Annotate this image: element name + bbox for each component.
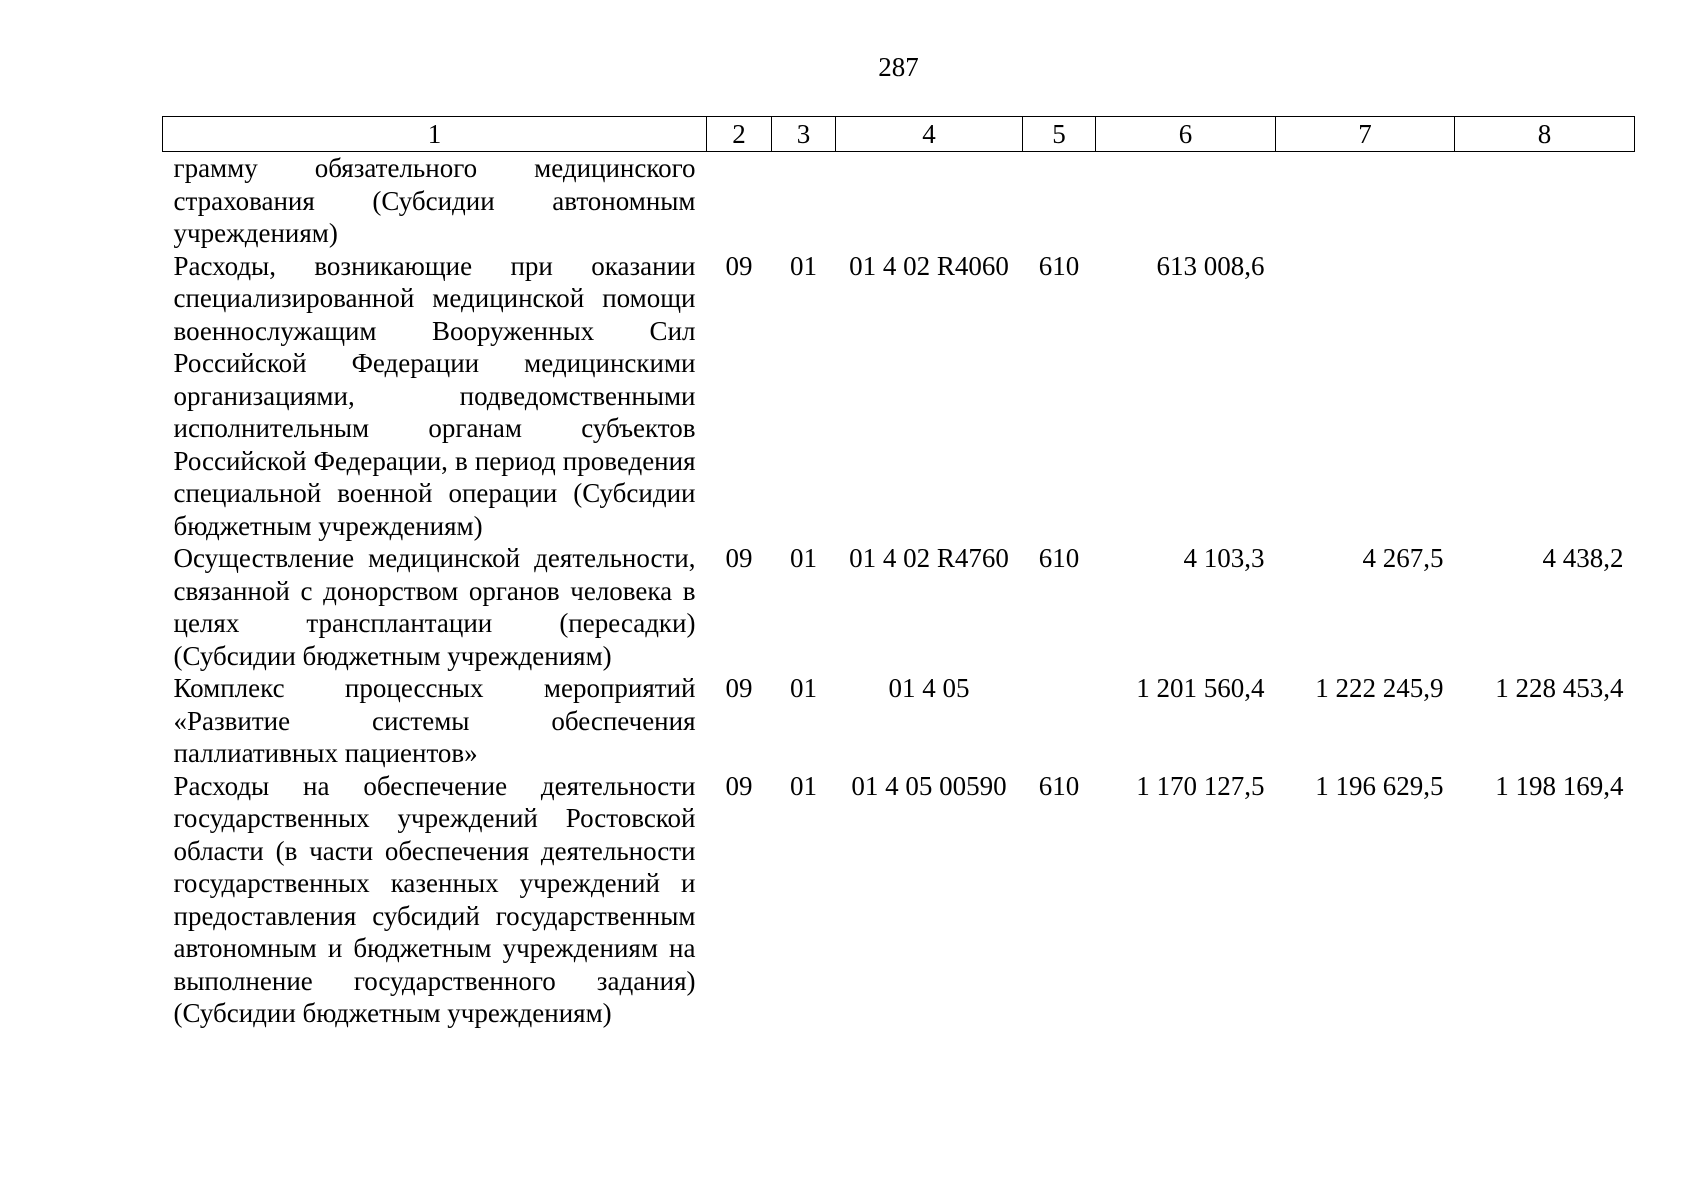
- row-amount-col8: [1455, 152, 1635, 250]
- row-subsection: [772, 152, 836, 250]
- header-row: [163, 117, 1635, 152]
- header-cell-1: 1: [163, 117, 707, 152]
- table-header: [163, 117, 1635, 152]
- table-row: [163, 542, 1635, 672]
- row-description: Расходы на обеспечение деятельности государственных учреждений Ростовской области (в части обеспечения деятельности государственных казенных учреждений и предоставления субсидий государственным автономным и бюджетным учреждениям на выполнение государственного задания) (Субсидии бюджетным учреждениям): [173, 770, 696, 1028]
- row-description: грамму обязательного медицинского страхования (Субсидии автономным учреждениям): [173, 153, 696, 248]
- row-amount-col8: [1455, 250, 1635, 543]
- row-target-code: 01 4 02 R4060: [849, 250, 1009, 281]
- row-amount-col7: 1 196 629,5: [1315, 770, 1444, 801]
- row-section: 09: [725, 543, 753, 573]
- row-amount-col7: [1276, 250, 1455, 543]
- row-section: 09: [725, 770, 753, 801]
- header-cell-6: 6: [1096, 117, 1276, 152]
- row-amount-col8: 1 228 453,4: [1495, 673, 1624, 703]
- row-amount-col7: 4 267,5: [1362, 543, 1444, 573]
- row-subsection: 01: [790, 250, 817, 281]
- row-expense-type: 610: [1038, 250, 1080, 281]
- row-expense-type: 610: [1038, 770, 1080, 801]
- row-amount-col7: 1 222 245,9: [1315, 673, 1444, 703]
- row-expense-type: [1023, 672, 1096, 770]
- row-expense-type: [1023, 152, 1096, 250]
- header-cell-5: 5: [1023, 117, 1096, 152]
- row-target-code: 01 4 05: [888, 673, 970, 703]
- row-description: Комплекс процессных мероприятий «Развитие системы обеспечения паллиативных пациентов»: [173, 673, 696, 768]
- row-description: Расходы, возникающие при оказании специализированной медицинской помощи военнослужащим Вооруженных Сил Российской Федерации медицинскими организациями, подведомственными исполнительным органам субъектов Российской Федерации, в период проведения специальной военной операции (Субсидии бюджетным учреждениям): [173, 250, 696, 541]
- row-amount-col8: 1 198 169,4: [1495, 770, 1624, 801]
- row-section: [707, 152, 772, 250]
- row-subsection: 01: [790, 770, 817, 801]
- row-description: Осуществление медицинской деятельности, связанной с донорством органов человека в целях трансплантации (пересадки) (Субсидии бюджетным учреждениям): [173, 543, 696, 671]
- row-subsection: 01: [790, 543, 817, 573]
- header-cell-3: 3: [772, 117, 836, 152]
- row-amount-col6: 613 008,6: [1156, 250, 1265, 281]
- row-amount-col6: 4 103,3: [1183, 543, 1265, 573]
- row-expense-type: 610: [1038, 543, 1080, 573]
- row-amount-col8: 4 438,2: [1542, 543, 1624, 573]
- row-target-code: 01 4 02 R4760: [849, 543, 1009, 573]
- table-row: [163, 672, 1635, 770]
- row-section: 09: [725, 673, 753, 703]
- row-section: 09: [725, 250, 753, 281]
- page-number: 287: [878, 52, 919, 82]
- row-amount-col6: 1 170 127,5: [1136, 770, 1265, 801]
- row-target-code: [836, 152, 1023, 250]
- header-cell-2: 2: [707, 117, 772, 152]
- row-amount-col7: [1276, 152, 1455, 250]
- table-row: [163, 152, 1635, 250]
- row-amount-col6: 1 201 560,4: [1136, 673, 1265, 703]
- row-target-code: 01 4 05 00590: [851, 770, 1007, 801]
- table-row: [163, 250, 1635, 543]
- row-amount-col6: [1096, 152, 1276, 250]
- table-body: [163, 152, 1635, 1030]
- header-cell-8: 8: [1455, 117, 1635, 152]
- table-row: [163, 770, 1635, 1030]
- header-cell-4: 4: [836, 117, 1023, 152]
- row-subsection: 01: [790, 673, 817, 703]
- header-cell-7: 7: [1276, 117, 1455, 152]
- budget-table: [162, 116, 1635, 1030]
